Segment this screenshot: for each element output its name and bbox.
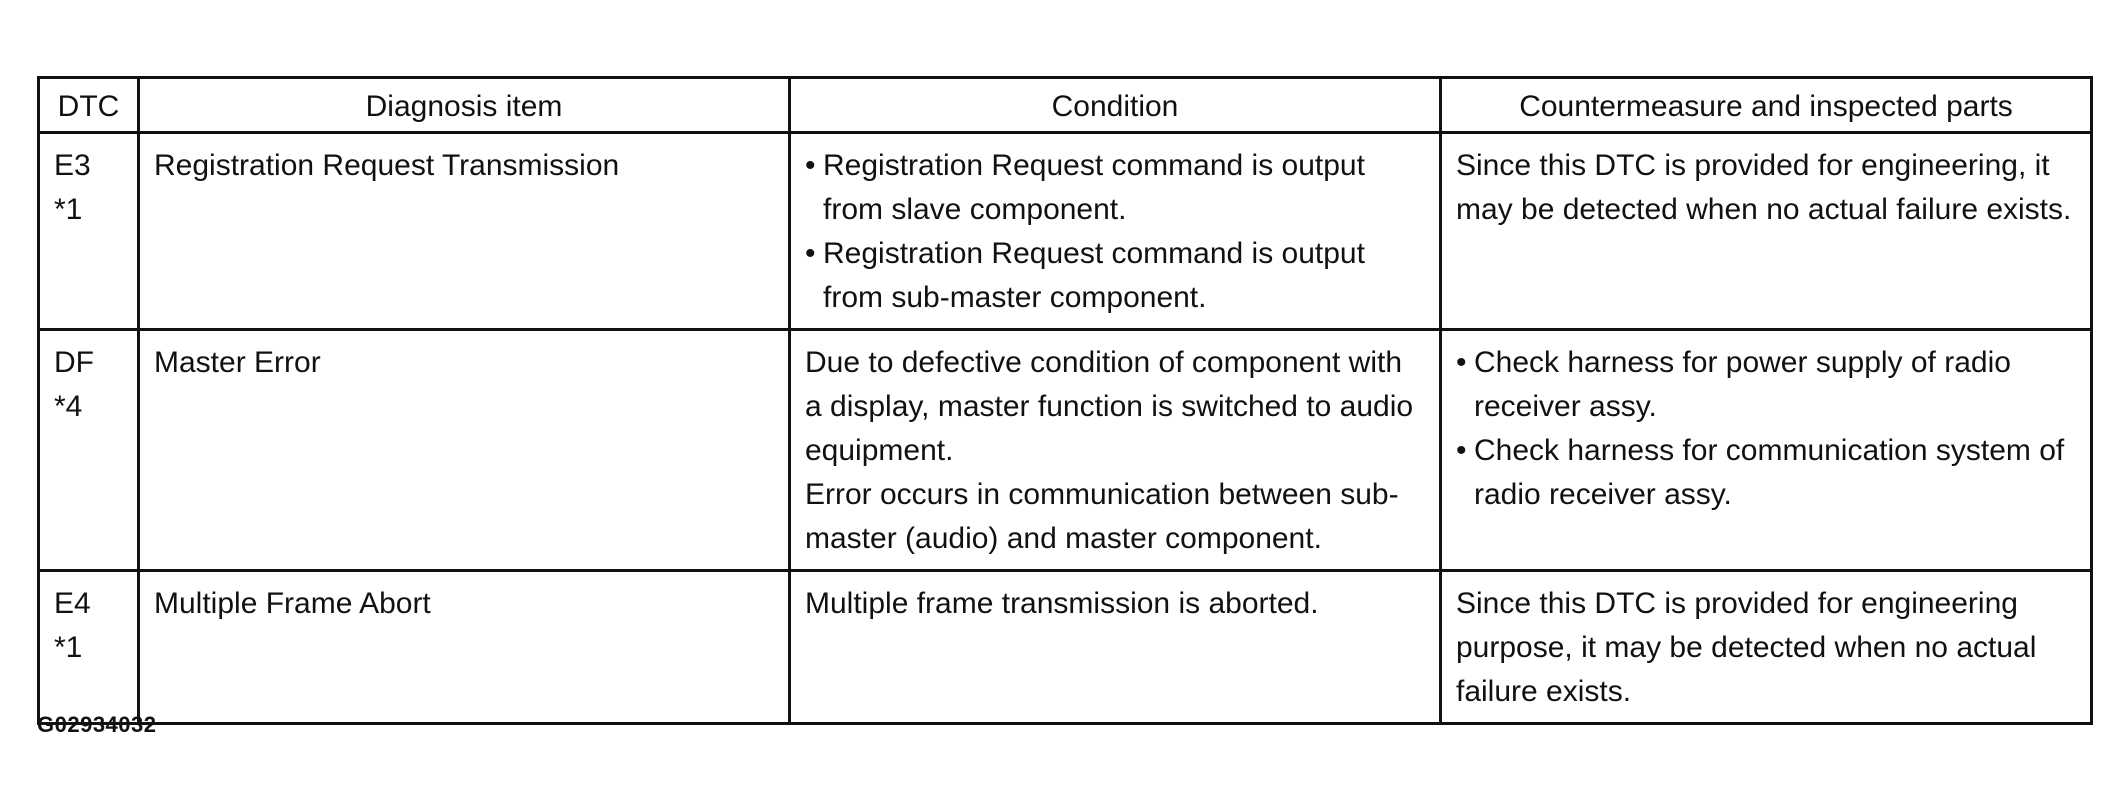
countermeasure-list xyxy=(1456,341,2076,517)
condition-cell xyxy=(790,133,1441,330)
list-item xyxy=(1456,341,2076,429)
countermeasure-text: Check harness for power supply of radio receiver assy. xyxy=(1474,346,2011,423)
countermeasure-cell: Since this DTC is provided for engineering purpose, it may be detected when no actual failure exists. xyxy=(1441,571,2092,724)
dtc-code: E4 xyxy=(54,587,91,620)
header-countermeasure: Countermeasure and inspected parts xyxy=(1441,78,2092,133)
condition-list xyxy=(805,144,1425,320)
condition-text: Registration Request command is output from sub-master component. xyxy=(823,237,1365,314)
dtc-cell xyxy=(39,133,139,330)
bullet-icon: • xyxy=(1456,346,1467,379)
table-row xyxy=(39,133,2092,330)
list-item xyxy=(1456,429,2076,517)
diagnosis-item-cell: Master Error xyxy=(139,330,790,571)
countermeasure-cell xyxy=(1441,330,2092,571)
countermeasure-cell: Since this DTC is provided for engineering, it may be detected when no actual failure exists. xyxy=(1441,133,2092,330)
condition-cell: Multiple frame transmission is aborted. xyxy=(790,571,1441,724)
header-diagnosis-item: Diagnosis item xyxy=(139,78,790,133)
dtc-code: DF xyxy=(54,346,94,379)
header-condition: Condition xyxy=(790,78,1441,133)
header-dtc: DTC xyxy=(39,78,139,133)
condition-text: Error occurs in communication between sub-master (audio) and master component. xyxy=(805,478,1399,555)
table-header-row xyxy=(39,78,2092,133)
diagnosis-item-cell: Multiple Frame Abort xyxy=(139,571,790,724)
dtc-note: *4 xyxy=(54,390,83,423)
diagnosis-item-cell: Registration Request Transmission xyxy=(139,133,790,330)
dtc-cell xyxy=(39,330,139,571)
dtc-cell xyxy=(39,571,139,724)
table-row xyxy=(39,571,2092,724)
dtc-note: *1 xyxy=(54,193,83,226)
list-item xyxy=(805,144,1425,232)
table-row xyxy=(39,330,2092,571)
dtc-table xyxy=(37,76,2093,725)
dtc-note: *1 xyxy=(54,631,83,664)
condition-cell xyxy=(790,330,1441,571)
dtc-table-container xyxy=(37,76,2090,725)
countermeasure-text: Check harness for communication system of radio receiver assy. xyxy=(1474,434,2065,511)
condition-text: Due to defective condition of component with a display, master function is switched to audio equipment. xyxy=(805,346,1414,467)
figure-id: G02934032 xyxy=(37,712,157,737)
condition-text: Registration Request command is output from slave component. xyxy=(823,149,1365,226)
dtc-code: E3 xyxy=(54,149,91,182)
bullet-icon: • xyxy=(805,237,816,270)
bullet-icon: • xyxy=(805,149,816,182)
list-item xyxy=(805,232,1425,320)
bullet-icon: • xyxy=(1456,434,1467,467)
